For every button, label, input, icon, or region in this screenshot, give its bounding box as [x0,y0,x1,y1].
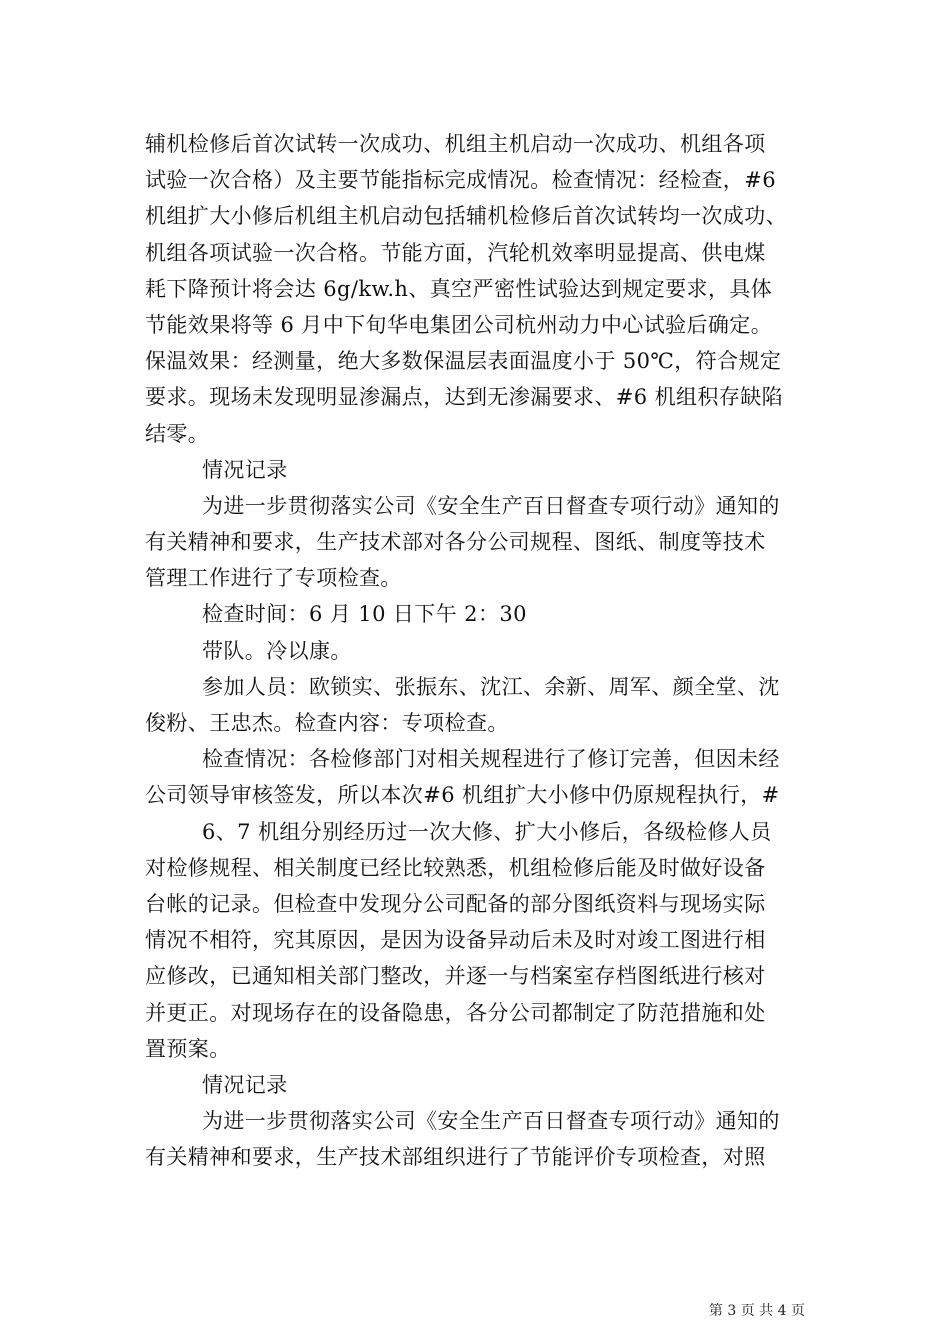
text-line: 机组扩大小修后机组主机启动包括辅机检修后首次试转均一次成功、 [145,204,787,229]
text-line: 参加人员：欧锁实、张振东、沈江、余新、周军、颜全堂、沈 [202,674,780,699]
text-line: 情况记录 [202,1072,288,1097]
text-line: 要求。现场未发现明显渗漏点，达到无渗漏要求、#6 机组积存缺陷 [145,385,784,410]
text-line: 有关精神和要求，生产技术部组织进行了节能评价专项检查，对照 [145,1145,766,1170]
text-line: 置预案。 [145,1036,231,1061]
text-line: 对检修规程、相关制度已经比较熟悉，机组检修后能及时做好设备 [145,855,766,880]
text-line: 并更正。对现场存在的设备隐患，各分公司都制定了防范措施和处 [145,1000,766,1025]
document-body [145,126,813,1175]
text-line: 应修改，已通知相关部门整改，并逐一与档案室存档图纸进行核对 [145,964,766,989]
text-line: 机组各项试验一次合格。节能方面，汽轮机效率明显提高、供电煤 [145,240,766,265]
text-line: 情况不相符，究其原因，是因为设备异动后未及时对竣工图进行相 [145,928,766,953]
text-line: 耗下降预计将会达 6g/kw.h、真空严密性试验达到规定要求，具体 [145,276,773,301]
text-line: 管理工作进行了专项检查。 [145,566,402,591]
text-line: 检查时间：6 月 10 日下午 2：30 [202,602,527,627]
text-line: 检查情况：各检修部门对相关规程进行了修订完善，但因未经 [202,747,780,772]
text-line: 保温效果：经测量，绝大多数保温层表面温度小于 50℃，符合规定 [145,349,782,374]
text-line: 结零。 [145,421,210,446]
text-line: 节能效果将等 6 月中下旬华电集团公司杭州动力中心试验后确定。 [145,312,773,337]
text-line: 情况记录 [202,457,288,482]
text-line: 为进一步贯彻落实公司《安全生产百日督查专项行动》通知的 [202,493,780,518]
page-number: 第 3 页 共 4 页 [708,1303,805,1319]
text-line: 带队。冷以康。 [202,638,352,663]
text-line: 俊粉、王忠杰。检查内容：专项检查。 [145,711,509,735]
text-line: 6、7 机组分别经历过一次大修、扩大小修后，各级检修人员 [202,819,772,844]
text-line: 试验一次合格）及主要节能指标完成情况。检查情况：经检查，#6 [145,168,776,193]
text-line: 有关精神和要求，生产技术部对各分公司规程、图纸、制度等技术 [145,530,766,555]
text-line: 公司领导审核签发，所以本次#6 机组扩大小修中仍原规程执行，# [145,783,780,808]
text-line: 为进一步贯彻落实公司《安全生产百日督查专项行动》通知的 [202,1109,780,1134]
text-line: 辅机检修后首次试转一次成功、机组主机启动一次成功、机组各项 [145,132,766,156]
text-line: 台帐的记录。但检查中发现分公司配备的部分图纸资料与现场实际 [145,891,766,916]
